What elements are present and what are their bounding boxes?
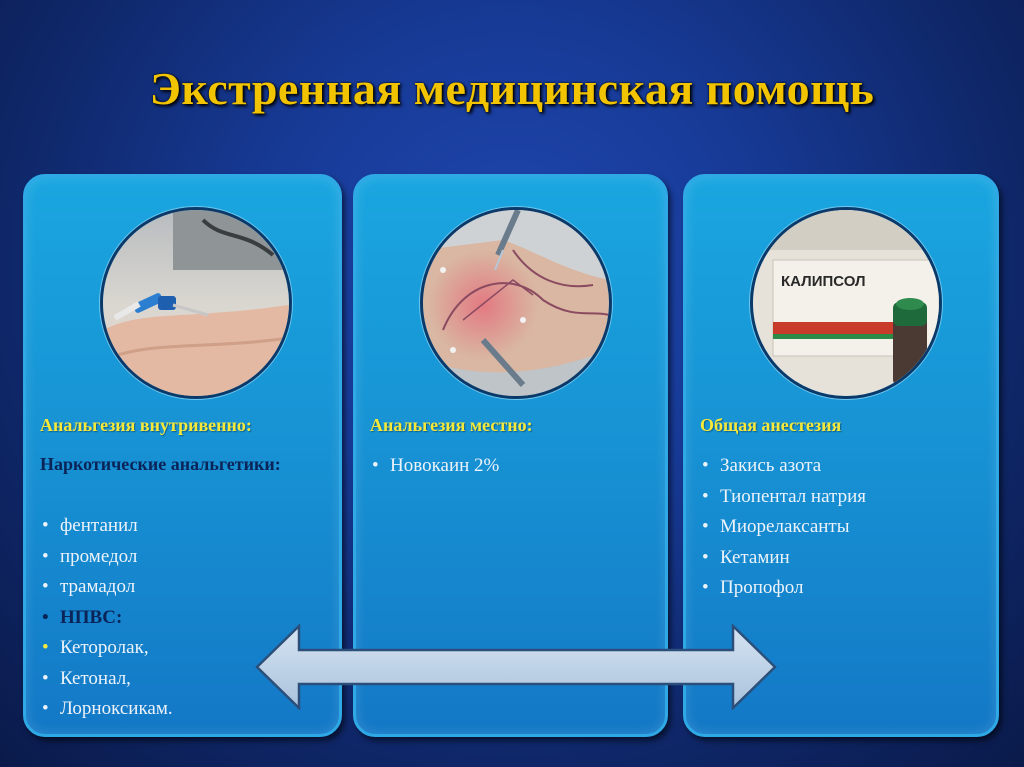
slide-title: Экстренная медицинская помощь (149, 63, 875, 114)
list-item: • Миорелаксанты (702, 516, 850, 537)
list-item: • Закись азота (702, 455, 822, 476)
svg-text:КАЛИПСОЛ: КАЛИПСОЛ (781, 273, 866, 290)
list-item: • трамадол (42, 576, 136, 597)
list-item: • Пропофол (702, 577, 804, 598)
list-item: • Кетонал, (42, 667, 131, 689)
drug-list (700, 451, 866, 604)
double-headed-arrow-icon (255, 624, 779, 715)
list-item: • Тиопентал натрия (702, 485, 866, 507)
list-item: • НПВС: (42, 606, 123, 628)
list-item: • промедол (42, 545, 138, 567)
card-heading: Общая анестезия (700, 415, 842, 435)
list-item: • Лорноксикам. (42, 698, 173, 719)
card-subheading: Наркотические анальгетики: (40, 454, 281, 474)
list-item: • фентанил (42, 515, 138, 536)
calypsol-vial-photo (750, 207, 942, 399)
drug-list (370, 451, 499, 482)
list-item: • Кеторолак, (42, 637, 149, 658)
knee-injection-photo (420, 207, 612, 399)
list-item: • Кетамин (702, 546, 790, 568)
card-heading: Анальгезия местно: (370, 415, 533, 435)
card-heading: Анальгезия внутривенно: (40, 415, 252, 435)
list-item: • Новокаин 2% (372, 455, 500, 476)
drug-list (40, 511, 173, 725)
iv-catheter-photo (100, 207, 292, 399)
